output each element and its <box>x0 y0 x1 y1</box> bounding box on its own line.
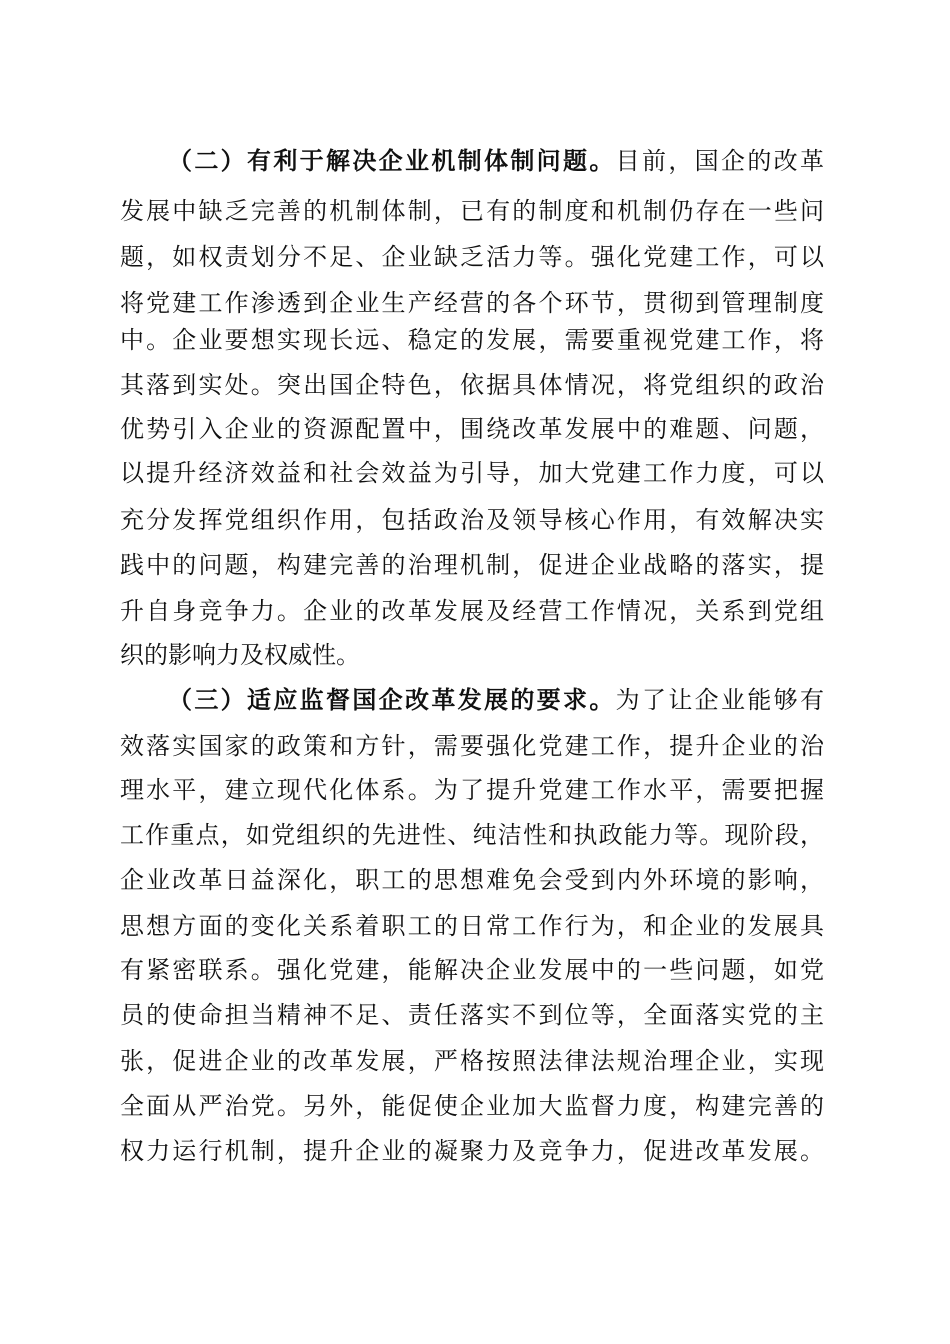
paragraph-2-line-1-text: 目前，国企的改革 <box>615 147 825 175</box>
paragraph-3-line-6: 思想方面的变化关系着职工的日常工作行为，和企业的发展具 <box>120 912 824 940</box>
paragraph-3-line-1-text: 为了让企业能够有 <box>615 686 825 714</box>
paragraph-3-line-9: 张，促进企业的改革发展，严格按照法律法规治理企业，实现 <box>120 1047 824 1075</box>
paragraph-2-heading: （二）有利于解决企业机制体制问题。 <box>168 146 616 175</box>
paragraph-2-line-9: 充分发挥党组织作用，包括政治及领导核心作用，有效解决实 <box>120 506 824 534</box>
paragraph-3-heading: （三）适应监督国企改革发展的要求。 <box>168 685 616 714</box>
paragraph-3-line-8: 员的使命担当精神不足、责任落实不到位等，全面落实党的主 <box>120 1001 824 1029</box>
paragraph-3-line-10: 全面从严治党。另外，能促使企业加大监督力度，构建完善的 <box>120 1092 824 1120</box>
paragraph-3-line-2: 效落实国家的政策和方针，需要强化党建工作，提升企业的治 <box>120 732 824 760</box>
paragraph-2-line-12: 织的影响力及权威性。 <box>120 641 360 669</box>
paragraph-3-line-5: 企业改革日益深化，职工的思想难免会受到内外环境的影响， <box>120 866 824 894</box>
paragraph-2-line-10: 践中的问题，构建完善的治理机制，促进企业战略的落实，提 <box>120 551 824 579</box>
paragraph-2-line-7: 优势引入企业的资源配置中，围绕改革发展中的难题、问题， <box>120 415 824 443</box>
paragraph-2-line-8: 以提升经济效益和社会效益为引导，加大党建工作力度，可以 <box>120 459 824 487</box>
paragraph-3-line-4: 工作重点，如党组织的先进性、纯洁性和执政能力等。现阶段， <box>120 821 824 849</box>
paragraph-2-line-3: 题，如权责划分不足、企业缺乏活力等。强化党建工作，可以 <box>120 243 824 271</box>
paragraph-3-line-11: 权力运行机制，提升企业的凝聚力及竞争力，促进改革发展。 <box>120 1137 824 1165</box>
paragraph-2-line-5: 中。企业要想实现长远、稳定的发展，需要重视党建工作，将 <box>120 326 824 354</box>
paragraph-2-line-1 <box>168 146 824 176</box>
paragraph-3-line-7: 有紧密联系。强化党建，能解决企业发展中的一些问题，如党 <box>120 956 824 984</box>
paragraph-2-line-4: 将党建工作渗透到企业生产经营的各个环节，贯彻到管理制度 <box>120 289 824 317</box>
paragraph-2-line-11: 升自身竞争力。企业的改革发展及经营工作情况，关系到党组 <box>120 597 824 625</box>
paragraph-3-line-3: 理水平，建立现代化体系。为了提升党建工作水平，需要把握 <box>120 776 824 804</box>
paragraph-2-line-2: 发展中缺乏完善的机制体制，已有的制度和机制仍存在一些问 <box>120 197 824 225</box>
paragraph-3-line-1 <box>168 685 824 715</box>
paragraph-2-line-6: 其落到实处。突出国企特色，依据具体情况，将党组织的政治 <box>120 371 824 399</box>
